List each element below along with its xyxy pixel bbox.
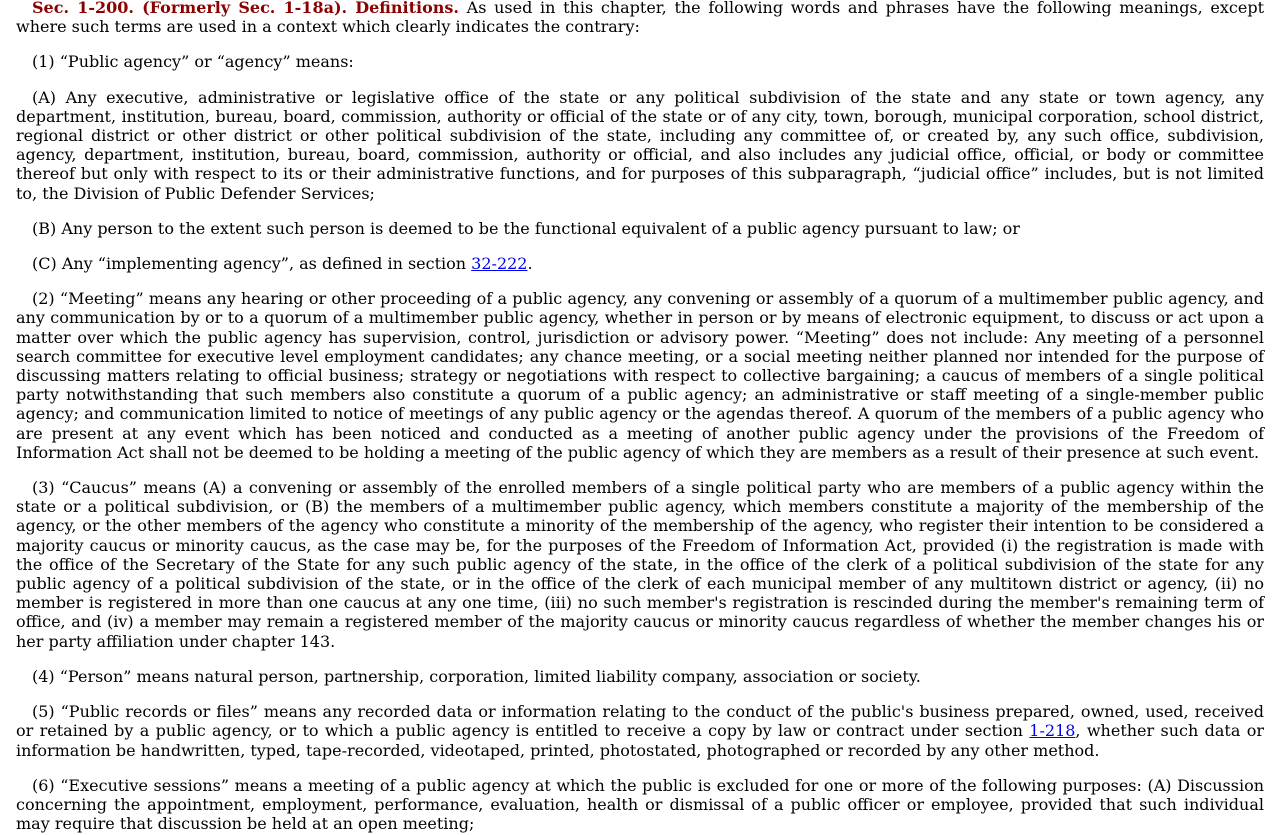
paragraph-1c-end: .	[527, 254, 533, 274]
section-1-218-link[interactable]: 1-218	[1029, 721, 1076, 741]
paragraph-5-end: , whether such data or information be handwritten, typed, tape-recorded, videotaped, printed, photostated, photographed or recorded by any other method.	[16, 721, 1265, 760]
paragraph-3: (3) “Caucus” means (A) a convening or assembly of the enrolled members of a single political party who are members of a public agency within the state or a political subdivision, or (B) the members of a multimember public agency, which members constitute a majority of the membership of the agency, or the other members of the agency who constitute a minority of the membership of the agency, who register their intention to be considered a majority caucus or minority caucus, as the case may be, for the purposes of the Freedom of Information Act, provided (i) the registration is made with the office of the Secretary of the State for any such public agency of the state, in the office of the clerk of a political subdivision of the state for any public agency of a political subdivision of the state, or in the office of the clerk of each municipal member of any multitown district or agency, (ii) no member is registered in more than one caucus at any one time, (iii) no such member's registration is rescinded during the member's remaining term of office, and (iv) a member may remain a registered member of the majority caucus or minority caucus regardless of whether the member changes his or her party affiliation under chapter 143.	[16, 478, 1264, 651]
paragraph-1c-text: (C) Any “implementing agency”, as defined in section	[32, 254, 472, 274]
paragraph-4: (4) “Person” means natural person, partnership, corporation, limited liability company, association or society.	[32, 666, 921, 686]
paragraph-1: (1) “Public agency” or “agency” means:	[32, 52, 354, 72]
paragraph-2: (2) “Meeting” means any hearing or other proceeding of a public agency, any convening or assembly of a quorum of a multimember public agency, and any communication by or to a quorum of a multimember public agency, whether in person or by means of electronic equipment, to discuss or act upon a matter over which the public agency has supervision, control, jurisdiction or advisory power. “Meeting” does not include: Any meeting of a personnel search committee for executive level employment candidates; any chance meeting, or a social meeting neither planned nor intended for the purpose of discussing matters relating to official business; strategy or negotiations with respect to collective bargaining; a caucus of members of a single political party notwithstanding that such members also constitute a quorum of a public agency; an administrative or staff meeting of a single-member public agency; and communication limited to notice of meetings of any public agency or the agendas thereof. A quorum of the members of a public agency who are present at any event which has been noticed and conducted as a meeting of another public agency under the provisions of the Freedom of Information Act shall not be deemed to be holding a meeting of the public agency of which they are members as a result of their presence at such event.	[16, 289, 1264, 462]
intro-text: As used in this chapter, the following words and phrases have the following meanings, except where such terms are used in a context which clearly indicates the contrary:	[16, 0, 1264, 37]
section-heading: Sec. 1-200. (Formerly Sec. 1-18a). Definitions.	[32, 0, 459, 17]
section-intro	[16, 0, 1264, 36]
section-32-222-link[interactable]: 32-222	[471, 254, 528, 274]
paragraph-1c	[16, 254, 1264, 273]
paragraph-5	[16, 702, 1264, 760]
paragraph-6: (6) “Executive sessions” means a meeting of a public agency at which the public is excluded for one or more of the following purposes: (A) Discussion concerning the appointment, employment, performance, evaluation, health or dismissal of a public officer or employee, provided that such individual may require that discussion be held at an open meeting;	[16, 775, 1264, 834]
paragraph-1a: (A) Any executive, administrative or legislative office of the state or any political subdivision of the state and any state or town agency, any department, institution, bureau, board, commission, authority or official of the state or of any city, town, borough, municipal corporation, school district, regional district or other district or other political subdivision of the state, including any committee of, or created by, any such office, subdivision, agency, department, institution, bureau, board, commission, authority or official, and also includes any judicial office, official, or body or committee thereof but only with respect to its or their administrative functions, and for purposes of this subparagraph, “judicial office” includes, but is not limited to, the Division of Public Defender Services;	[16, 87, 1264, 203]
paragraph-1b: (B) Any person to the extent such person is deemed to be the functional equivalent of a public agency pursuant to law; or	[32, 218, 1020, 238]
paragraph-5-text: (5) “Public records or files” means any recorded data or information relating to the conduct of the public's business prepared, owned, used, received or retained by a public agency, or to which a public agency is entitled to receive a copy by law or contract under section	[16, 702, 1264, 741]
